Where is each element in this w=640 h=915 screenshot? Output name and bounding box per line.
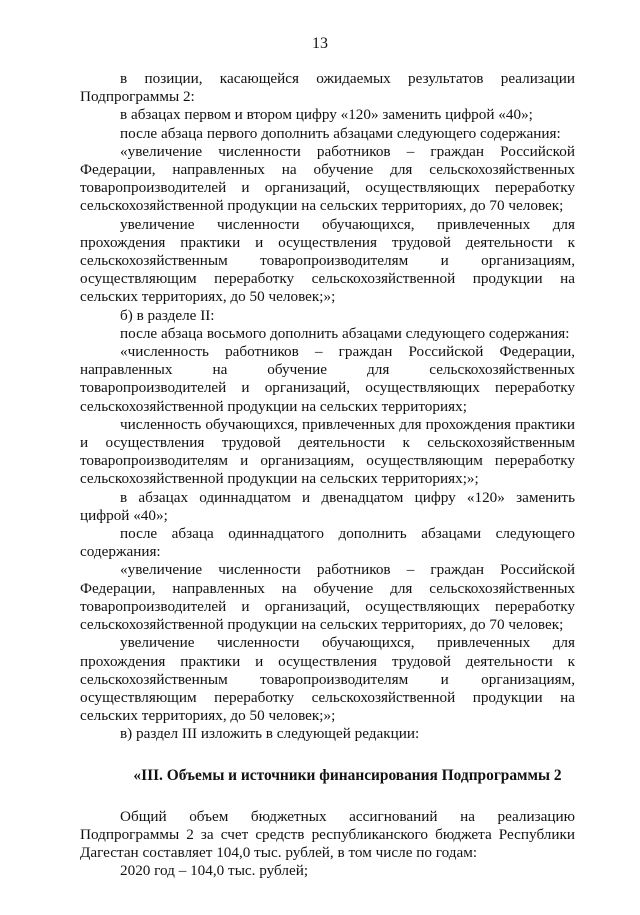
paragraph: в) раздел III изложить в следующей редакции: (120, 725, 420, 743)
paragraph: в абзацах первом и втором цифру «120» заменить цифрой «40»; (120, 106, 533, 124)
page-number: 13 (312, 35, 328, 52)
paragraph: в позиции, касающейся ожидаемых результатов реализации Подпрограммы 2: (80, 70, 575, 106)
paragraph: после абзаца одиннадцатого дополнить абзацами следующего содержания: (80, 525, 575, 561)
paragraph: Общий объем бюджетных ассигнований на реализацию Подпрограммы 2 за счет средств республиканского бюджета Республики Дагестан составляет 104,0 тыс. рублей, в том числе по годам: (80, 807, 575, 861)
paragraph: в абзацах одиннадцатом и двенадцатом цифру «120» заменить цифрой «40»; (80, 488, 575, 524)
paragraph: после абзаца восьмого дополнить абзацами следующего содержания: (120, 324, 570, 342)
paragraph: «увеличение численности работников – граждан Российской Федерации, направленных на обучение для сельскохозяйственных товаропроизводителей и организаций, осуществляющих переработку сельскохозяйственной продукции на сельских территориях, до 70 человек; (80, 142, 575, 215)
paragraph: численность обучающихся, привлеченных для прохождения практики и осуществления трудовой деятельности к сельскохозяйственным товаропроизводителям и организациям, осуществляющим переработку сельскохозяйственной продукции на сельских территориях;»; (80, 415, 575, 488)
paragraph: увеличение численности обучающихся, привлеченных для прохождения практики и осуществления трудовой деятельности к сельскохозяйственным товаропроизводителям и организациям, осуществляющим переработку сельскохозяйственной продукции на сельских территориях, до 50 человек;»; (80, 634, 575, 725)
paragraph: «численность работников – граждан Российской Федерации, направленных на обучение для сельскохозяйственных товаропроизводителей и организаций, осуществляющих переработку сельскохозяйственной продукции на сельских территориях; (80, 343, 575, 415)
paragraph: после абзаца первого дополнить абзацами следующего содержания: (120, 124, 561, 142)
paragraph: б) в разделе II: (120, 306, 215, 324)
paragraph: 2020 год – 104,0 тыс. рублей; (120, 862, 309, 880)
document-body (80, 70, 575, 880)
section-heading: «III. Объемы и источники финансирования Подпрограммы 2 (133, 766, 562, 784)
paragraph: «увеличение численности работников – граждан Российской Федерации, направленных на обучение для сельскохозяйственных товаропроизводителей и организаций, осуществляющих переработку сельскохозяйственной продукции на сельских территориях, до 70 человек; (80, 561, 575, 634)
paragraph: увеличение численности обучающихся, привлеченных для прохождения практики и осуществления трудовой деятельности к сельскохозяйственным товаропроизводителям и организациям, осуществляющим переработку сельскохозяйственной продукции на сельских территориях, до 50 человек;»; (80, 215, 575, 306)
